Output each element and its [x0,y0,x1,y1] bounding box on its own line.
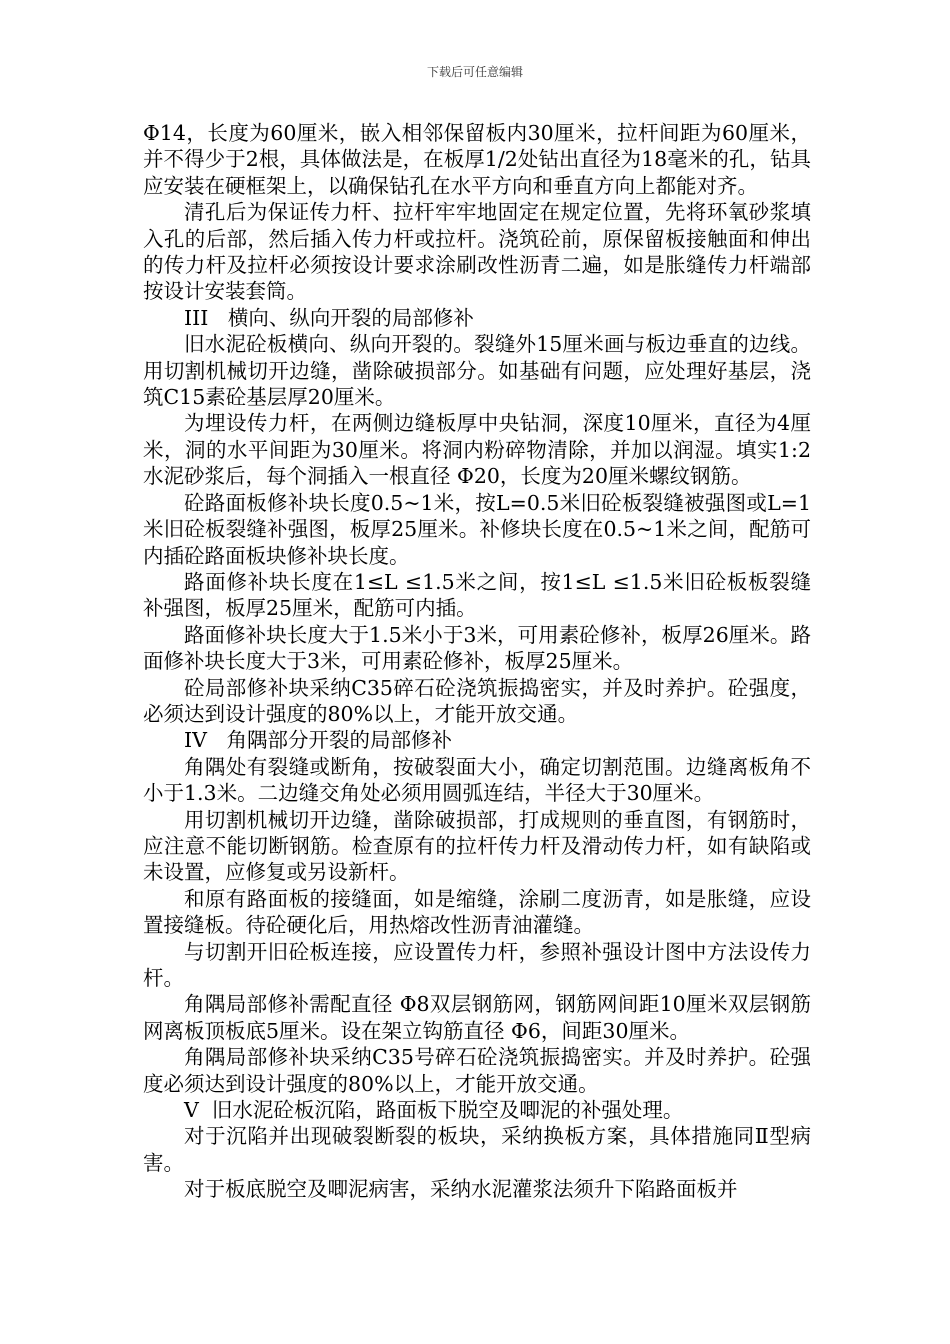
paragraph: 与切割开旧砼板连接，应设置传力杆，参照补强设计图中方法设传力杆。 [143,939,811,990]
section-heading: IV 角隅部分开裂的局部修补 [184,728,452,753]
paragraph: 角隅局部修补需配直径 Φ8双层钢筋网，钢筋网间距10厘米双层钢筋网离板顶板底5厘米。设在架立钩筋直径 Φ6，间距30厘米。 [143,992,811,1043]
paragraph: 为埋设传力杆，在两侧边缝板厚中央钻洞，深度10厘米，直径为4厘米，洞的水平间距为30厘米。将洞内粉碎物清除，并加以润湿。填实1:2水泥砂浆后，每个洞插入一根直径 Φ20，长度为20厘米螺纹钢筋。 [143,411,811,489]
paragraph: 对于沉陷并出现破裂断裂的板块，采纳换板方案，具体措施同Ⅱ型病害。 [143,1124,811,1175]
paragraph: 对于板底脱空及唧泥病害，采纳水泥灌浆法须升下陷路面板并 [184,1177,738,1202]
paragraph: 角隅局部修补块采纳C35号碎石砼浇筑振捣密实。并及时养护。砼强度必须达到设计强度的80%以上，才能开放交通。 [143,1045,811,1096]
paragraph: 砼路面板修补块长度0.5~1米，按L=0.5米旧砼板裂缝被强图或L=1米旧砼板裂缝补强图，板厚25厘米。补修块长度在0.5~1米之间，配筋可内插砼路面板块修补块长度。 [143,490,811,568]
paragraph: 砼局部修补块采纳C35碎石砼浇筑振捣密实，并及时养护。砼强度，必须达到设计强度的80%以上，才能开放交通。 [143,675,811,726]
page-header-note: 下载后可任意编辑 [426,65,523,79]
paragraph: 用切割机械切开边缝，凿除破损部，打成规则的垂直图，有钢筋时，应注意不能切断钢筋。检查原有的拉杆传力杆及滑动传力杆，如有缺陷或未设置，应修复或另设新杆。 [143,807,811,885]
paragraph: 清孔后为保证传力杆、拉杆牢牢地固定在规定位置，先将环氧砂浆填入孔的后部，然后插入传力杆或拉杆。浇筑砼前，原保留板接触面和伸出的传力杆及拉杆必须按设计要求涂刷改性沥青二遍，如是胀缝传力杆端部按设计安装套筒。 [143,200,811,304]
section-heading: III 横向、纵向开裂的局部修补 [184,305,474,330]
paragraph: 路面修补块长度在1≤L ≤1.5米之间，按1≤L ≤1.5米旧砼板板裂缝补强图，板厚25厘米，配筋可内插。 [143,569,811,621]
section-heading: V 旧水泥砼板沉陷，路面板下脱空及唧泥的补强处理。 [184,1098,684,1123]
paragraph: Φ14，长度为60厘米，嵌入相邻保留板内30厘米，拉杆间距为60厘米，并不得少于2根，具体做法是，在板厚1/2处钻出直径为18毫米的孔，钻具应安装在硬框架上，以确保钻孔在水平方向和垂直方向上都能对齐。 [143,121,811,198]
paragraph: 旧水泥砼板横向、纵向开裂的。裂缝外15厘米画与板边垂直的边线。用切割机械切开边缝，凿除破损部分。如基础有问题，应处理好基层，浇筑C15素砼基层厚20厘米。 [143,332,811,410]
paragraph: 角隅处有裂缝或断角，按破裂面大小，确定切割范围。边缝离板角不小于1.3米。二边缝交角处必须用圆弧连结，半径大于30厘米。 [143,754,811,806]
document-body [143,120,811,1203]
paragraph: 和原有路面板的接缝面，如是缩缝，涂刷二度沥青，如是胀缝，应设置接缝板。待砼硬化后，用热熔改性沥青油灌缝。 [143,886,811,938]
paragraph: 路面修补块长度大于1.5米小于3米，可用素砼修补，板厚26厘米。路面修补块长度大于3米，可用素砼修补，板厚25厘米。 [143,622,811,674]
